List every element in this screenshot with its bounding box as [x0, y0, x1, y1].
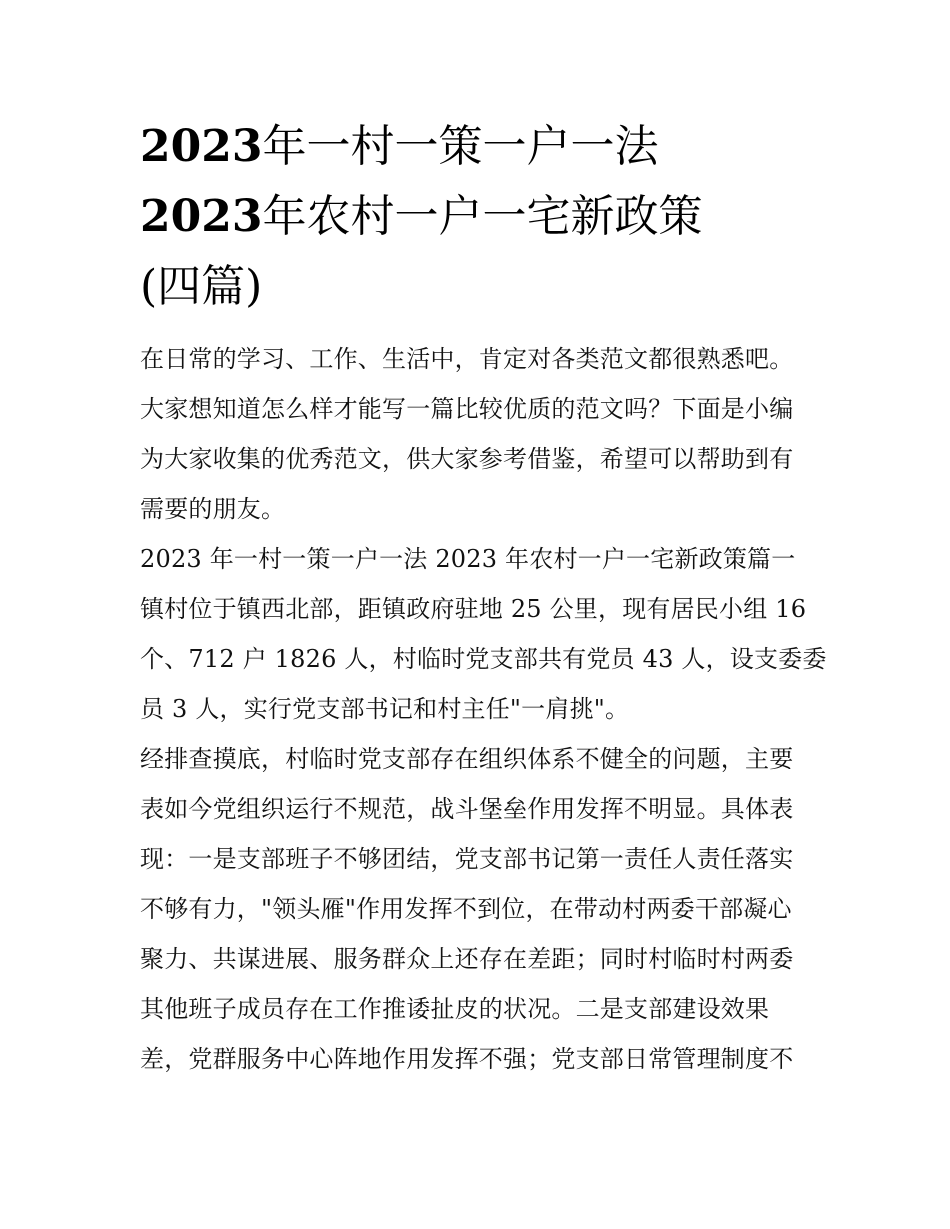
title-year: 2023: [140, 121, 263, 172]
text-line: 聚力、共谋进展、服务群众上还存在差距；同时村临时村两委: [140, 945, 794, 973]
title-text: 年一村一策一户一法: [262, 121, 659, 172]
text-line: 员 3 人，实行党支部书记和村主任"一肩挑"。: [140, 695, 630, 723]
text-line: 为大家收集的优秀范文，供大家参考借鉴，希望可以帮助到有: [140, 445, 794, 473]
text-line: 差，党群服务中心阵地作用发挥不强；党支部日常管理制度不: [140, 1045, 794, 1073]
title-line-3: [140, 258, 820, 316]
text-line: 需要的朋友。: [140, 495, 286, 523]
title-line-2: [140, 188, 820, 246]
text-line: 在日常的学习、工作、生活中，肯定对各类范文都很熟悉吧。: [140, 345, 794, 373]
problems-paragraph: [140, 734, 820, 1084]
text-line: 2023 年一村一策一户一法 2023 年农村一户一宅新政策篇一: [140, 545, 796, 573]
text-line: 大家想知道怎么样才能写一篇比较优质的范文吗？下面是小编: [140, 395, 794, 423]
intro-paragraph: [140, 334, 820, 534]
text-line: 经排查摸底，村临时党支部存在组织体系不健全的问题，主要: [140, 745, 794, 773]
text-line: 现：一是支部班子不够团结，党支部书记第一责任人责任落实: [140, 845, 794, 873]
title-line-1: [140, 118, 820, 176]
document-content: [140, 118, 827, 1084]
village-overview-paragraph: [140, 584, 827, 734]
title-year: 2023: [140, 191, 263, 242]
text-line: 镇村位于镇西北部，距镇政府驻地 25 公里，现有居民小组 16: [140, 595, 807, 623]
text-line: 不够有力，"领头雁"作用发挥不到位，在带动村两委干部凝心: [140, 895, 792, 923]
title-text: (四篇): [140, 261, 263, 312]
section-heading: [140, 534, 820, 584]
text-line: 个、712 户 1826 人，村临时党支部共有党员 43 人，设支委委: [140, 645, 827, 673]
title-text: 年农村一户一宅新政策: [262, 191, 703, 242]
text-line: 表如今党组织运行不规范，战斗堡垒作用发挥不明显。具体表: [140, 795, 794, 823]
text-line: 其他班子成员存在工作推诿扯皮的状况。二是支部建设效果: [140, 995, 770, 1023]
